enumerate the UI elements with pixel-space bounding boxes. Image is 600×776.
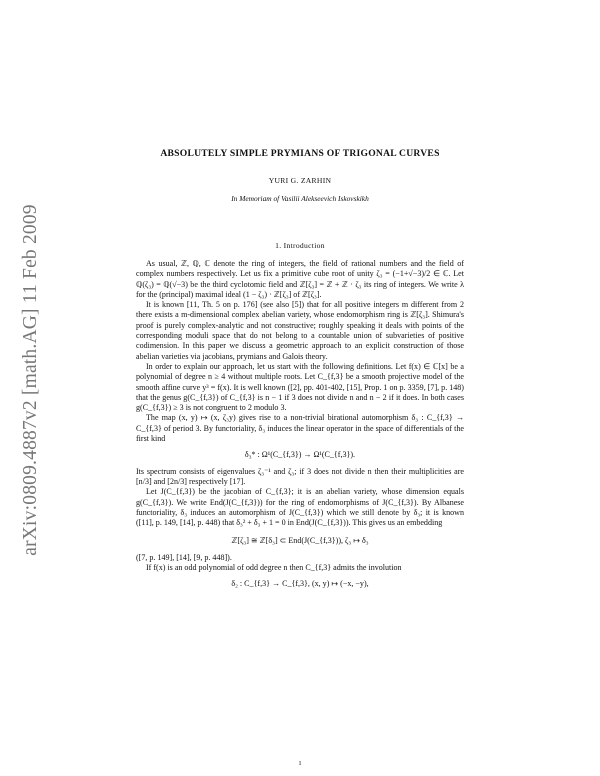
arxiv-identifier-text: arXiv:0809.4887v2 [math.AG] 11 Feb 2009 xyxy=(20,204,41,556)
section-heading: 1. Introduction xyxy=(275,241,325,250)
equation-differentials: δ₃* : Ω¹(C_{f,3}) → Ω¹(C_{f,3}). xyxy=(244,450,356,460)
page-number: 1 xyxy=(298,760,302,767)
author-name: YURI G. ZARHIN xyxy=(268,176,332,185)
dedication: In Memoriam of Vasilii Alekseevich Iskovskikh xyxy=(231,194,369,203)
paragraph-spectrum: Its spectrum consists of eigenvalues ζ₃⁻¹ and ζ₃; if 3 does not divide n then their multiplicities are [n/3] and [2n/3] respectively [17]. xyxy=(136,466,464,486)
paragraph-definitions: In order to explain our approach, let us start with the following definitions. Let f(x) ∈ ℂ[x] be a polynomial of degree n ≥ 4 without multiple roots. Let C_{f,3} be a smooth projective model of the smooth affine curve y³ = f(x). It is well known ([2], pp. 401-402, [15], Prop. 1 on p. 3359, [7], p. 148) that the genus g(C_{f,3}) of C_{f,3} is n − 1 if 3 does not divide n and n − 2 if it does. In both cases g(C_{f,3}) ≥ 3 is not congruent to 2 modulo 3. xyxy=(136,361,464,413)
paper-page xyxy=(136,148,464,596)
equation-embedding: ℤ[ζ₃] ≅ ℤ[δ₃] ⊂ End(J(C_{f,3})), ζ₃ ↦ δ₃ xyxy=(231,536,369,546)
paper-body xyxy=(136,259,464,590)
arxiv-identifier xyxy=(18,170,44,590)
paragraph-odd-polynomial: If f(x) is an odd polynomial of odd degree n then C_{f,3} admits the involution xyxy=(146,563,402,573)
paragraph-jacobian: Let J(C_{f,3}) be the jacobian of C_{f,3}; it is an abelian variety, whose dimension equals g(C_{f,3}). We write End(J(C_{f,3})) for the ring of endomorphisms of J(C_{f,3}). By Albanese functoriality, δ₃ induces an automorphism of J(C_{f,3}) which we still denote by δ₃; it is known ([11], p. 149, [14], p. 448) that δ₃² + δ₃ + 1 = 0 in End(J(C_{f,3})). This gives us an embedding xyxy=(136,487,464,528)
paragraph-known-results: It is known [11, Th. 5 on p. 176] (see also [5]) that for all positive integers m different from 2 there exists a m-dimensional complex abelian variety, whose endomorphism ring is ℤ[ζ₃]. Shimura's proof is purely complex-analytic and not constructive; roughly speaking it deals with points of the corresponding moduli space that do not belong to a countable union of subvarieties of positive codimension. In this paper we discuss a geometric approach to an explicit construction of those abelian varieties via jacobians, prymians and Galois theory. xyxy=(136,300,464,361)
paper-title: ABSOLUTELY SIMPLE PRYMIANS OF TRIGONAL CURVES xyxy=(160,148,440,159)
paragraph-intro-notation: As usual, ℤ, ℚ, ℂ denote the ring of integers, the field of rational numbers and the field of complex numbers respectively. Let us fix a primitive cube root of unity ζ₃ = (−1+√−3)/2 ∈ ℂ. Let ℚ(ζ₃) = ℚ(√−3) be the third cyclotomic field and ℤ[ζ₃] = ℤ + ℤ · ζ₃ its ring of integers. We write λ for the (principal) maximal ideal (1 − ζ₃) · ℤ[ζ₃] of ℤ[ζ₃]. xyxy=(136,259,464,299)
citation-line: ([7, p. 149], [14], [9, p. 448]). xyxy=(136,552,232,562)
paragraph-automorphism: The map (x, y) ↦ (x, ζ₃y) gives rise to a non-trivial birational automorphism δ₃ : C_{f,3} → C_{f,3} of period 3. By functoriality, δ₃ induces the linear operator in the space of differentials of the first kind xyxy=(136,413,464,444)
equation-involution: δ₂ : C_{f,3} → C_{f,3}, (x, y) ↦ (−x, −y), xyxy=(231,579,369,589)
